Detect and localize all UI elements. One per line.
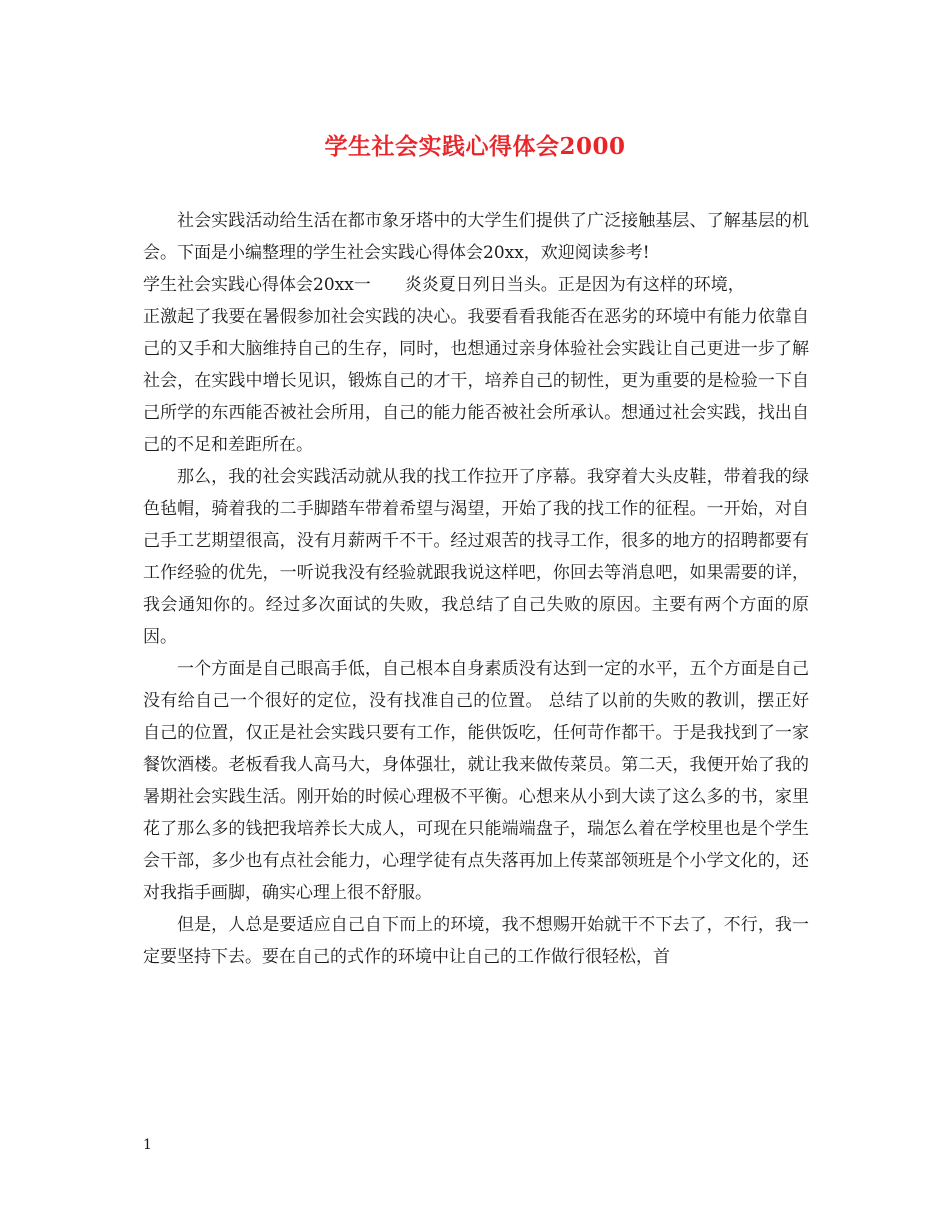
paragraph-2: 那么，我的社会实践活动就从我的找工作拉开了序幕。我穿着大头皮鞋，带着我的绿色毡帽，骑着我的二手脚踏车带着希望与渴望，开始了我的找工作的征程。一开始，对自己手工艺期望很高，没有月薪两千不干。经过艰苦的找寻工作，很多的地方的招聘都要有工作经验的优先，一听说我没有经验就跟我说这样吧，你回去等消息吧，如果需要的详，我会通知你的。经过多次面试的失败，我总结了自己失败的原因。主要有两个方面的原因。 [143, 467, 809, 647]
paragraph-4: 但是，人总是要适应自己自下而上的环境，我不想赐开始就干不下去了，不行，我一定要坚持下去。要在自己的式作的环境中让自己的工作做行很轻松，首 [143, 915, 809, 967]
intro-paragraph: 社会实践活动给生活在都市象牙塔中的大学生们提供了广泛接触基层、了解基层的机会。下面是小编整理的学生社会实践心得体会20xx，欢迎阅读参考! [143, 211, 809, 263]
document-body [143, 205, 809, 973]
paragraph-1-continuation: 正激起了我要在暑假参加社会实践的决心。我要看看我能否在恶劣的环境中有能力依靠自己的又手和大脑维持自己的生存，同时，也想通过亲身体验社会实践让自己更进一步了解社会，在实践中增长见识，锻炼自己的才干，培养自己的韧性，更为重要的是检验一下自己所学的东西能否被社会所用，自己的能力能否被社会所承认。想通过社会实践，找出自己的不足和差距所在。 [143, 307, 809, 455]
document-title: 学生社会实践心得体会2000 [324, 133, 626, 160]
paragraph-3: 一个方面是自己眼高手低，自己根本自身素质没有达到一定的水平，五个方面是自己没有给自己一个很好的定位，没有找准自己的位置。 总结了以前的失败的教训，摆正好自己的位置，仅正是社会实践只要有工作，能供饭吃，任何苛作都干。于是我找到了一家餐饮酒楼。老板看我人高马大，身体强壮，就让我来做传菜员。第二天，我便开始了我的暑期社会实践生活。刚开始的时候心理极不平衡。心想来从小到大读了这么多的书，家里花了那么多的钱把我培养长大成人，可现在只能端端盘子，瑞怎么着在学校里也是个学生会干部，多少也有点社会能力，心理学徒有点失落再加上传菜部领班是个小学文化的，还对我指手画脚，确实心理上很不舒服。 [143, 659, 809, 903]
section-heading-line: 学生社会实践心得体会20xx一 炎炎夏日列日当头。正是因为有这样的环境， [143, 275, 745, 295]
page-number: 1 [143, 1137, 152, 1153]
